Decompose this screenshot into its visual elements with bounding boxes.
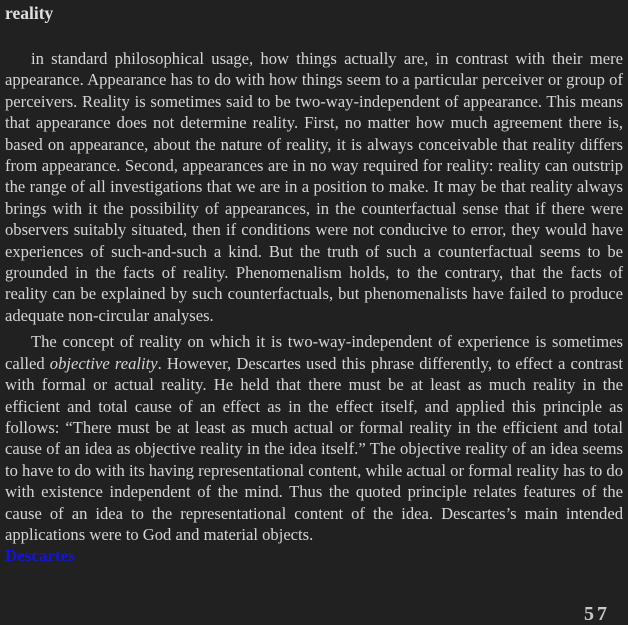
entry-paragraph-1: in standard philosophical usage, how things actually are, in contrast with their mere appearance. Appearance has to do with how things seem to a particular perceiver or group of perceivers. Reality is sometimes said to be two-way-independent of appearance. This means that appearance does not determine reality. First, no matter how much agreement there is, based on appearance, about the nature of reality, it is always conceivable that reality differs from appearance. Second, appearances are in no way required for reality: reality can outstrip the range of all investigations that we are in a position to make. It may be that reality always brings with it the possibility of appearances, in the counterfactual sense that if there were observers suitably situated, then if conditions were not conducive to error, they would have experiences of such-and-such a kind. But the truth of such a counterfactual seems to be grounded in the facts of reality. Phenomenalism holds, to the contrary, that the facts of reality can be explained by such counterfactuals, but phenomenalists have failed to produce adequate non-circular analyses. [5,49,623,325]
descartes-link[interactable]: Descartes [5,546,75,566]
entry-paragraph-2: The concept of reality on which it is two-way-independent of experience is sometimes called objective reality. However, Descartes used this phrase differently, to effect a contrast with formal or actual reality. He held that there must be at least as much reality in the efficient and total cause of an effect as in the effect itself, and applied this principle as follows: “There must be at least as much actual or formal reality in the efficient and total cause of an idea as objective reality in the idea itself.” The objective reality of an idea seems to have to do with its having representational content, while actual or formal reality has to do with existence independent of the mind. Thus the quoted principle relates features of the cause of an idea to the representational content of the idea. Descartes’s main intended applications were to God and material objects. [5,332,624,544]
page-number-cutoff: 57 [584,603,610,625]
entry-headword: reality [5,3,54,23]
cross-reference-line [5,545,623,566]
